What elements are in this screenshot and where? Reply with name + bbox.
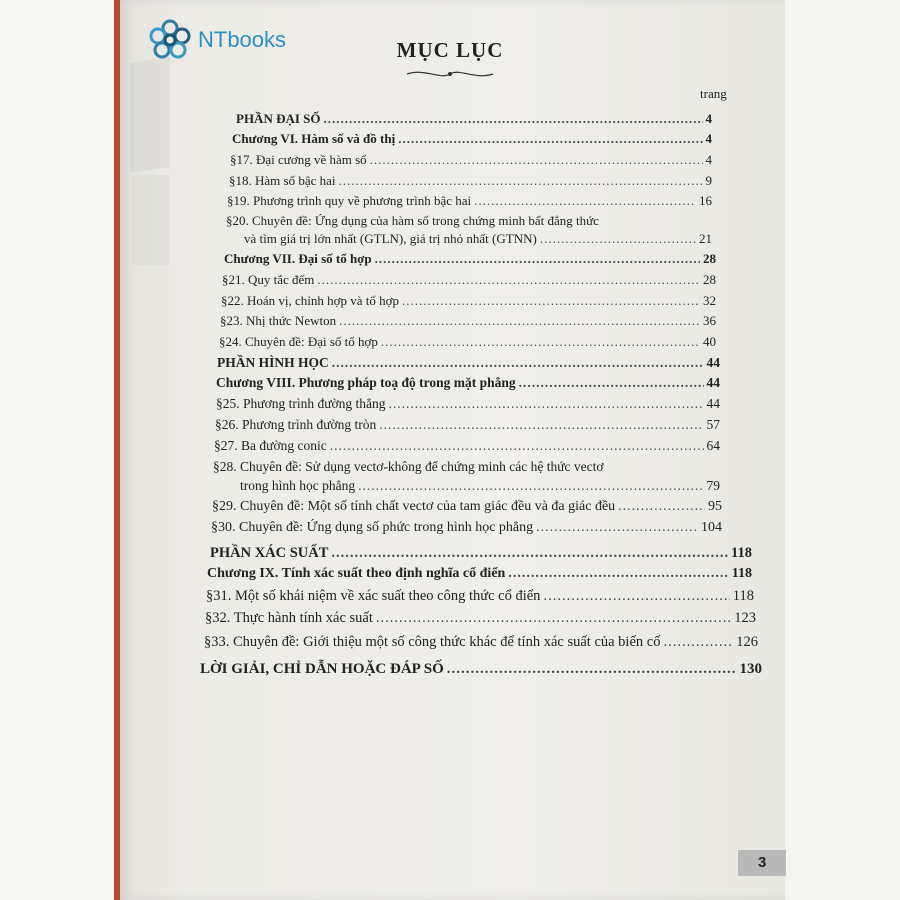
dot-leader — [332, 355, 704, 371]
toc-entry — [207, 566, 752, 582]
dot-leader — [389, 396, 704, 412]
toc-entry-page: 44 — [706, 355, 720, 370]
toc-entry-page: 4 — [705, 152, 712, 167]
dot-leader — [339, 313, 700, 329]
toc-entry-title: §18. Hàm số bậc hai — [229, 173, 336, 188]
toc-entry-page: 16 — [699, 193, 712, 208]
toc-entry-title: §23. Nhị thức Newton — [220, 313, 337, 328]
toc-entry-title: §21. Quy tắc đếm — [222, 272, 315, 287]
toc-entry-title: LỜI GIẢI, CHỈ DẪN HOẶC ĐÁP SỐ — [200, 661, 444, 677]
dot-leader — [519, 375, 704, 391]
toc-entry-title: PHẦN XÁC SUẤT — [210, 545, 329, 561]
toc-entry — [222, 272, 716, 288]
dot-leader — [331, 545, 728, 562]
toc-entry-page: 57 — [706, 417, 720, 432]
dot-leader — [379, 417, 703, 433]
toc-entry — [206, 588, 754, 605]
toc-entry-page: 28 — [703, 272, 716, 287]
toc-entry-page: 118 — [731, 566, 752, 581]
toc-entry-page: 21 — [699, 231, 712, 246]
toc-entry — [232, 131, 712, 147]
toc-entry — [226, 213, 712, 229]
dot-leader — [618, 499, 705, 515]
toc-entry-page: 126 — [736, 634, 758, 650]
toc-entry-page: 4 — [705, 131, 712, 146]
toc-entry-title: và tìm giá trị lớn nhất (GTLN), giá trị nhỏ nhất (GTNN) — [244, 231, 537, 246]
toc-entry — [219, 334, 716, 350]
toc-entry-page: 4 — [705, 111, 712, 126]
dot-leader — [540, 231, 696, 247]
toc-entry — [211, 520, 722, 536]
toc-entry-title: §27. Ba đường conic — [214, 438, 327, 453]
dot-leader — [324, 111, 703, 127]
toc-entry — [240, 478, 720, 494]
toc-entry-title: §24. Chuyên đề: Đại số tổ hợp — [219, 334, 378, 349]
toc-entry-page: 95 — [708, 499, 722, 514]
page-title: MỤC LỤC — [396, 38, 504, 62]
toc-entry-page: 36 — [703, 313, 716, 328]
toc-entry-title: trong hình học phẳng — [240, 478, 356, 493]
page-number: 3 — [738, 850, 786, 876]
toc-entry-page: 44 — [706, 375, 720, 390]
toc-entry-title: §22. Hoán vị, chỉnh hợp và tổ hợp — [221, 293, 400, 308]
dot-leader — [508, 566, 728, 582]
toc-entry-page: 40 — [703, 334, 716, 349]
toc-entry — [216, 375, 720, 391]
dot-leader — [358, 478, 703, 494]
toc-entry-title: §26. Phương trình đường tròn — [215, 417, 377, 432]
toc-entry-title: Chương VI. Hàm số và đồ thị — [232, 131, 396, 146]
toc-entry-page: 118 — [731, 545, 752, 561]
toc-entry — [220, 313, 716, 329]
toc-entry-title: §19. Phương trình quy về phương trình bậc hai — [227, 193, 472, 208]
toc-entry-page: 28 — [703, 251, 716, 266]
toc-entry-page: 79 — [706, 478, 720, 493]
toc-entry — [205, 610, 756, 627]
dot-leader — [376, 610, 731, 627]
toc-entry — [213, 459, 720, 475]
toc-entry-title: Chương VII. Đại số tổ hợp — [224, 251, 372, 266]
toc-entry-page: 104 — [701, 520, 722, 535]
toc-entry — [216, 396, 720, 412]
toc-entry-page: 44 — [706, 396, 720, 411]
toc-entry — [230, 152, 712, 168]
toc-entry-title: §30. Chuyên đề: Ứng dụng số phức trong hình học phẳng — [211, 520, 534, 535]
toc-entry-title: PHẦN ĐẠI SỐ — [236, 111, 321, 126]
toc-entry-title: PHẦN HÌNH HỌC — [217, 355, 329, 370]
dot-leader — [398, 131, 702, 147]
dot-leader — [317, 272, 700, 288]
toc-entry — [210, 545, 752, 562]
toc-entry — [200, 661, 762, 678]
toc-entry — [236, 111, 712, 127]
toc-entry — [224, 251, 716, 267]
dot-leader — [663, 634, 733, 651]
toc-entry — [204, 634, 758, 651]
logo-text: NTbooks — [198, 27, 287, 52]
toc-entry — [217, 355, 720, 371]
toc-entry — [215, 417, 720, 433]
toc-entry — [229, 173, 712, 189]
toc-entry-page: 123 — [734, 610, 756, 626]
toc-entry-title: §29. Chuyên đề: Một số tính chất vectơ của tam giác đều và đa giác đều — [212, 499, 616, 514]
dot-leader — [339, 173, 703, 189]
toc-entry-page: 130 — [739, 661, 762, 677]
dot-leader — [375, 251, 700, 267]
toc-entry-title: Chương IX. Tính xác suất theo định nghĩa cổ điển — [207, 566, 506, 581]
toc-entry — [214, 438, 720, 454]
toc-entry-page: 64 — [706, 438, 720, 453]
toc-entry-page: 32 — [703, 293, 716, 308]
toc-entry — [227, 193, 712, 209]
toc-entry-page: 118 — [732, 588, 754, 604]
toc-entry-title: §33. Chuyên đề: Giới thiệu một số công thức khác để tính xác suất của biến cố — [204, 634, 661, 650]
page-column-label: trang — [700, 86, 727, 101]
dot-leader — [447, 661, 737, 678]
dot-leader — [381, 334, 700, 350]
toc-entry — [212, 499, 722, 515]
toc-entry-title: §20. Chuyên đề: Ứng dụng của hàm số trong chứng minh bất đẳng thức — [226, 213, 599, 228]
dot-leader — [536, 520, 698, 536]
toc-entry-page: 9 — [705, 173, 712, 188]
toc-entry-title: §17. Đại cương về hàm số — [230, 152, 367, 167]
dot-leader — [370, 152, 703, 168]
toc-entry — [244, 231, 712, 247]
dot-leader — [330, 438, 704, 454]
dot-leader — [474, 193, 696, 209]
dot-leader — [402, 293, 700, 309]
dot-leader — [543, 588, 729, 605]
toc-entry — [221, 293, 716, 309]
toc-entry-title: Chương VIII. Phương pháp toạ độ trong mặt phẳng — [216, 375, 516, 390]
toc-entry-title: §25. Phương trình đường thẳng — [216, 396, 386, 411]
toc-entry-title: §31. Một số khái niệm về xác suất theo công thức cổ điển — [206, 588, 541, 604]
toc-entry-title: §32. Thực hành tính xác suất — [205, 610, 373, 626]
toc-entry-title: §28. Chuyên đề: Sử dụng vectơ-không để chứng minh các hệ thức vectơ — [213, 459, 604, 474]
